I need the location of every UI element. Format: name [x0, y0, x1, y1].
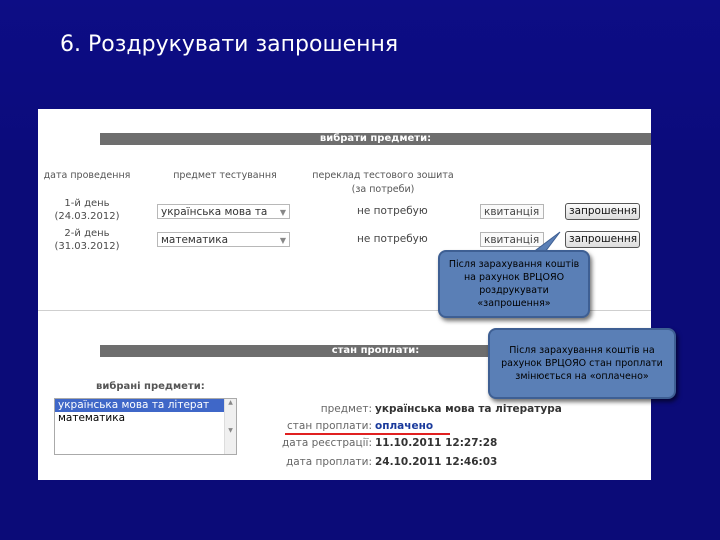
- callout-print-invite-text: Після зарахування коштів на рахунок ВРЦОЯО роздрукувати «запрошення»: [448, 259, 580, 309]
- list-item[interactable]: математика: [58, 412, 126, 424]
- row1-receipt-value: квитанція: [484, 206, 540, 218]
- row1-invite-button[interactable]: запрошення: [565, 203, 640, 220]
- section-bar-payment-status: стан проплати:: [100, 345, 651, 357]
- header-translation-note: (за потреби): [351, 184, 415, 195]
- dropdown-arrow-icon: ▼: [279, 208, 286, 217]
- row1-date: (24.03.2012): [54, 211, 120, 222]
- row2-receipt-value: квитанція: [484, 234, 540, 246]
- callout-print-invite: [438, 250, 590, 318]
- info-value-subject: українська мова та література: [375, 403, 562, 415]
- callout-status-change-text: Після зарахування коштів на рахунок ВРЦОЯО стан проплати змінюється на «оплачено»: [501, 345, 663, 382]
- slide-title: 6. Роздрукувати запрошення: [60, 32, 399, 57]
- row1-subject-value: українська мова та: [161, 206, 268, 218]
- info-label-status: стан проплати:: [287, 420, 372, 432]
- info-label-subject: предмет:: [320, 403, 372, 415]
- row1-day: 1-й день: [64, 198, 110, 209]
- header-subject: предмет тестування: [173, 170, 277, 181]
- info-value-status: оплачено: [375, 420, 434, 432]
- info-value-pay-date: 24.10.2011 12:46:03: [375, 456, 498, 468]
- row2-day: 2-й день: [64, 228, 110, 239]
- info-value-reg-date: 11.10.2011 12:27:28: [375, 437, 498, 449]
- info-label-pay-date: дата проплати:: [285, 456, 372, 468]
- row2-invite-button[interactable]: запрошення: [565, 231, 640, 248]
- callout-status-change: [488, 328, 676, 399]
- row2-date: (31.03.2012): [54, 241, 120, 252]
- row2-subject-value: математика: [161, 234, 229, 246]
- chosen-subjects-label: вибрані предмети:: [96, 381, 205, 392]
- list-item[interactable]: українська мова та літерат: [55, 399, 236, 412]
- header-translation: переклад тестового зошита: [312, 170, 454, 181]
- row1-translation: не потребую: [357, 205, 428, 217]
- section-bar-choose-subjects: вибрати предмети:: [100, 133, 651, 145]
- list-scrollbar[interactable]: ▲ ▼: [224, 399, 236, 454]
- row2-translation: не потребую: [357, 233, 428, 245]
- dropdown-arrow-icon: ▼: [279, 236, 286, 245]
- header-date: дата проведення: [43, 170, 131, 181]
- info-label-reg-date: дата реєстрації:: [282, 437, 372, 449]
